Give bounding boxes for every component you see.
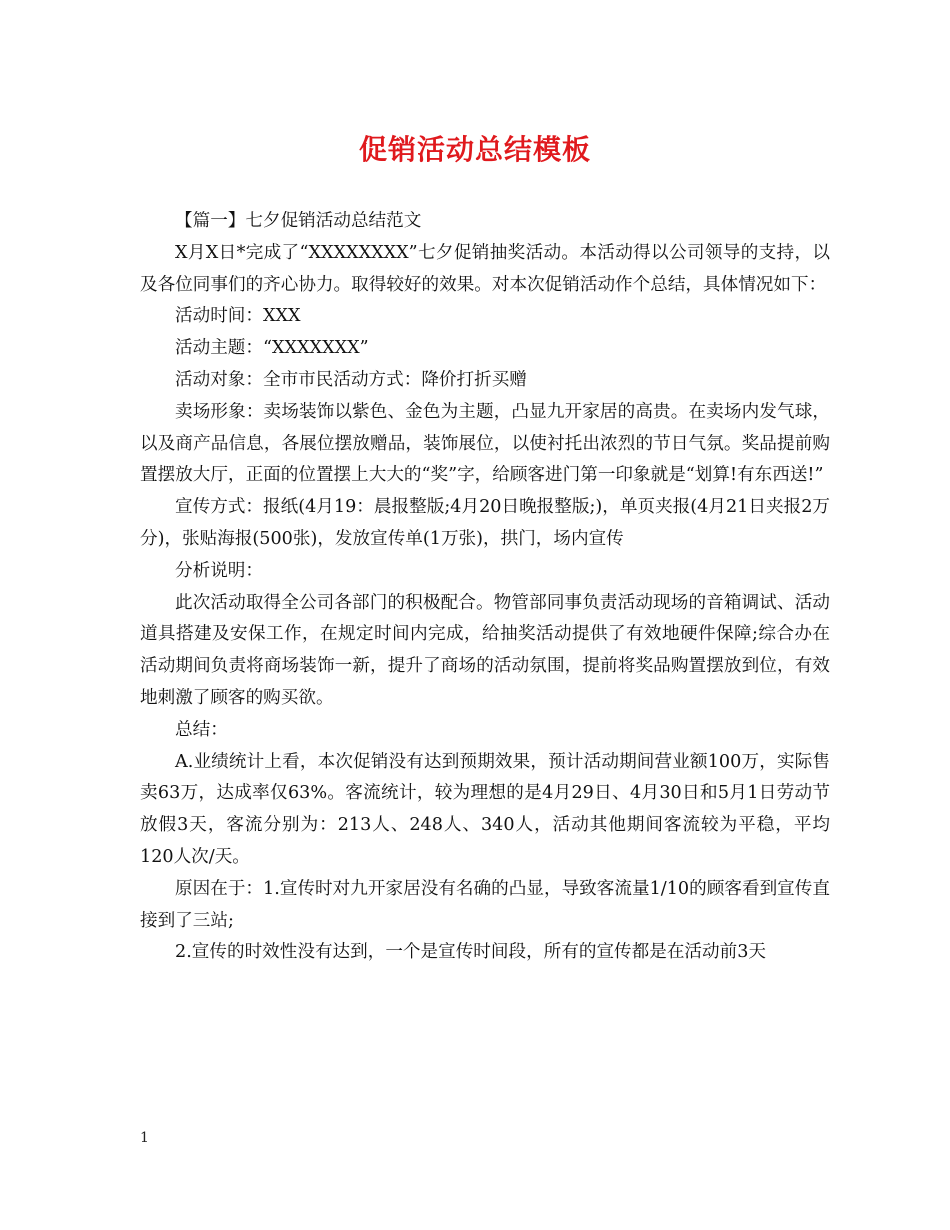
paragraph: 原因在于：1.宣传时对九开家居没有名确的凸显，导致客流量1/10的顾客看到宣传直接到了三站; bbox=[140, 878, 830, 931]
document-title: 促销活动总结模板 bbox=[358, 133, 591, 166]
document-body bbox=[140, 206, 830, 969]
paragraph: 此次活动取得全公司各部门的积极配合。物管部同事负责活动现场的音箱调试、活动道具搭建及安保工作，在规定时间内完成，给抽奖活动提供了有效地硬件保障;综合办在活动期间负责将商场装饰一新，提升了商场的活动氛围，提前将奖品购置摆放到位，有效地刺激了顾客的购买欲。 bbox=[140, 592, 830, 708]
paragraph: 2.宣传的时效性没有达到，一个是宣传时间段，所有的宣传都是在活动前3天 bbox=[175, 942, 766, 963]
paragraph: 活动时间：XXX bbox=[175, 306, 301, 327]
paragraph: 活动主题：“XXXXXXX” bbox=[175, 338, 369, 359]
page-number: 1 bbox=[140, 1130, 149, 1146]
paragraph: 总结： bbox=[175, 719, 228, 740]
paragraph: 宣传方式：报纸(4月19：晨报整版;4月20日晚报整版;)，单页夹报(4月21日夹报2万分)，张贴海报(500张)，发放宣传单(1万张)，拱门，场内宣传 bbox=[140, 497, 830, 549]
paragraph: 分析说明： bbox=[175, 560, 263, 581]
section-heading: 【篇一】七夕促销活动总结范文 bbox=[175, 211, 422, 231]
paragraph: X月X日*完成了“XXXXXXXX”七夕促销抽奖活动。本活动得以公司领导的支持，以及各位同事们的齐心协力。取得较好的效果。对本次促销活动作个总结，具体情况如下： bbox=[140, 242, 830, 295]
paragraph: A.业绩统计上看，本次促销没有达到预期效果，预计活动期间营业额100万，实际售卖63万，达成率仅63%。客流统计，较为理想的是4月29日、4月30日和5月1日劳动节放假3天，客流分别为：213人、248人、340人，活动其他期间客流较为平稳，平均120人次/天。 bbox=[140, 751, 830, 867]
paragraph: 活动对象：全市市民活动方式：降价打折买赠 bbox=[175, 369, 527, 390]
paragraph: 卖场形象：卖场装饰以紫色、金色为主题，凸显九开家居的高贵。在卖场内发气球，以及商产品信息，各展位摆放赠品，装饰展位，以使衬托出浓烈的节日气氛。奖品提前购置摆放大厅，正面的位置摆上大大的“奖”字，给顾客进门第一印象就是“划算!有东西送!” bbox=[140, 401, 830, 486]
